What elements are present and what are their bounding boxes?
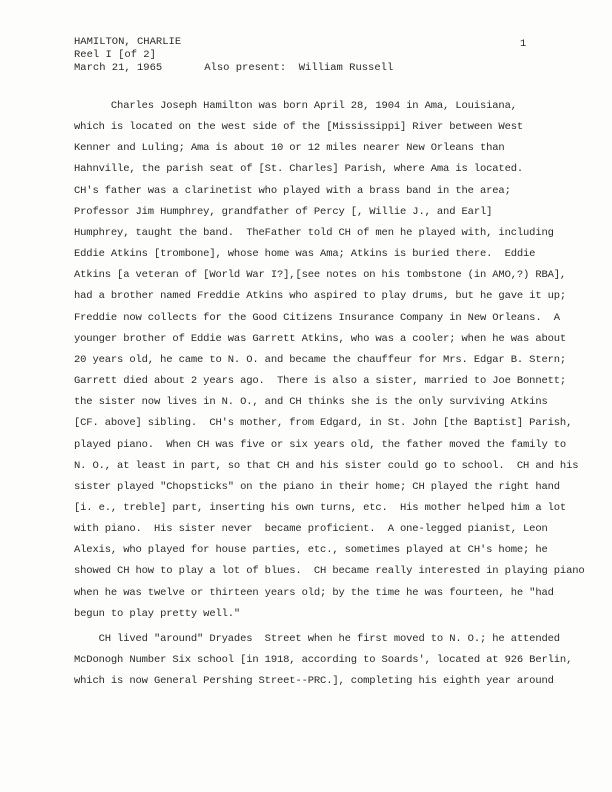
text-line: which is located on the west side of the [Mississippi] River between West <box>74 121 524 134</box>
text-line: Atkins [a veteran of [World War I?],[see notes on his tombstone (in AMO,?) RBA], <box>74 269 567 282</box>
text-line: younger brother of Eddie was Garrett Atkins, who was a cooler; when he was about <box>74 332 567 345</box>
text-line: Freddie now collects for the Good Citizens Insurance Company in New Orleans. A <box>74 311 560 324</box>
text-line: begun to play pretty well." <box>74 607 241 620</box>
text-line: the sister now lives in N. O., and CH thinks she is the only surviving Atkins <box>74 396 548 409</box>
reel-info: Reel I [of 2] <box>74 49 156 61</box>
page-number: 1 <box>520 38 527 50</box>
text-line: which is now General Pershing Street--PRC.], completing his eighth year around <box>74 675 554 688</box>
text-line: Charles Joseph Hamilton was born April 28, 1904 in Ama, Louisiana, <box>74 100 517 112</box>
text-line: showed CH how to play a lot of blues. CH became really interested in playing piano <box>74 565 585 578</box>
text-line: had a brother named Freddie Atkins who aspired to play drums, but he gave it up; <box>74 290 567 303</box>
text-line: Garrett died about 2 years ago. There is also a sister, married to Joe Bonnett; <box>74 375 567 388</box>
also-present: Also present: William Russell <box>204 62 394 74</box>
text-line: with piano. His sister never became proficient. A one-legged pianist, Leon <box>74 523 548 536</box>
text-line: CH's father was a clarinetist who played with a brass band in the area; <box>74 184 511 197</box>
text-line: sister played "Chopsticks" on the piano in their home; CH played the right hand <box>74 480 560 493</box>
text-line: Humphrey, taught the band. TheFather told CH of men he played with, including <box>74 226 554 239</box>
text-line: Alexis, who played for house parties, etc., sometimes played at CH's home; he <box>74 544 548 557</box>
interviewee-name: HAMILTON, CHARLIE <box>74 36 182 48</box>
text-line: Eddie Atkins [trombone], whose home was Ama; Atkins is buried there. Eddie <box>74 248 536 261</box>
transcript-body <box>74 96 585 692</box>
text-line: [CF. above] sibling. CH's mother, from Edgard, in St. John [the Baptist] Parish, <box>74 417 573 430</box>
transcript-header <box>74 36 393 75</box>
text-line: McDonogh Number Six school [in 1918, according to Soards', located at 926 Berlin, <box>74 654 573 667</box>
text-line: Professor Jim Humphrey, grandfather of Percy [, Willie J., and Earl] <box>74 205 493 218</box>
date-line <box>74 62 393 75</box>
text-line: played piano. When CH was five or six years old, the father moved the family to <box>74 438 567 451</box>
text-line: Hahnville, the parish seat of [St. Charles] Parish, where Ama is located. <box>74 163 524 176</box>
text-line: CH lived "around" Dryades Street when he first moved to N. O.; he attended <box>74 632 560 645</box>
text-line: when he was twelve or thirteen years old; by the time he was fourteen, he "had <box>74 586 554 599</box>
text-line: N. O., at least in part, so that CH and his sister could go to school. CH and his <box>74 459 579 472</box>
text-line: 20 years old, he came to N. O. and became the chauffeur for Mrs. Edgar B. Stern; <box>74 353 567 366</box>
text-line: [i. e., treble] part, inserting his own turns, etc. His mother helped him a lot <box>74 501 567 514</box>
interview-date: March 21, 1965 <box>74 62 163 74</box>
text-line: Kenner and Luling; Ama is about 10 or 12 miles nearer New Orleans than <box>74 142 505 155</box>
